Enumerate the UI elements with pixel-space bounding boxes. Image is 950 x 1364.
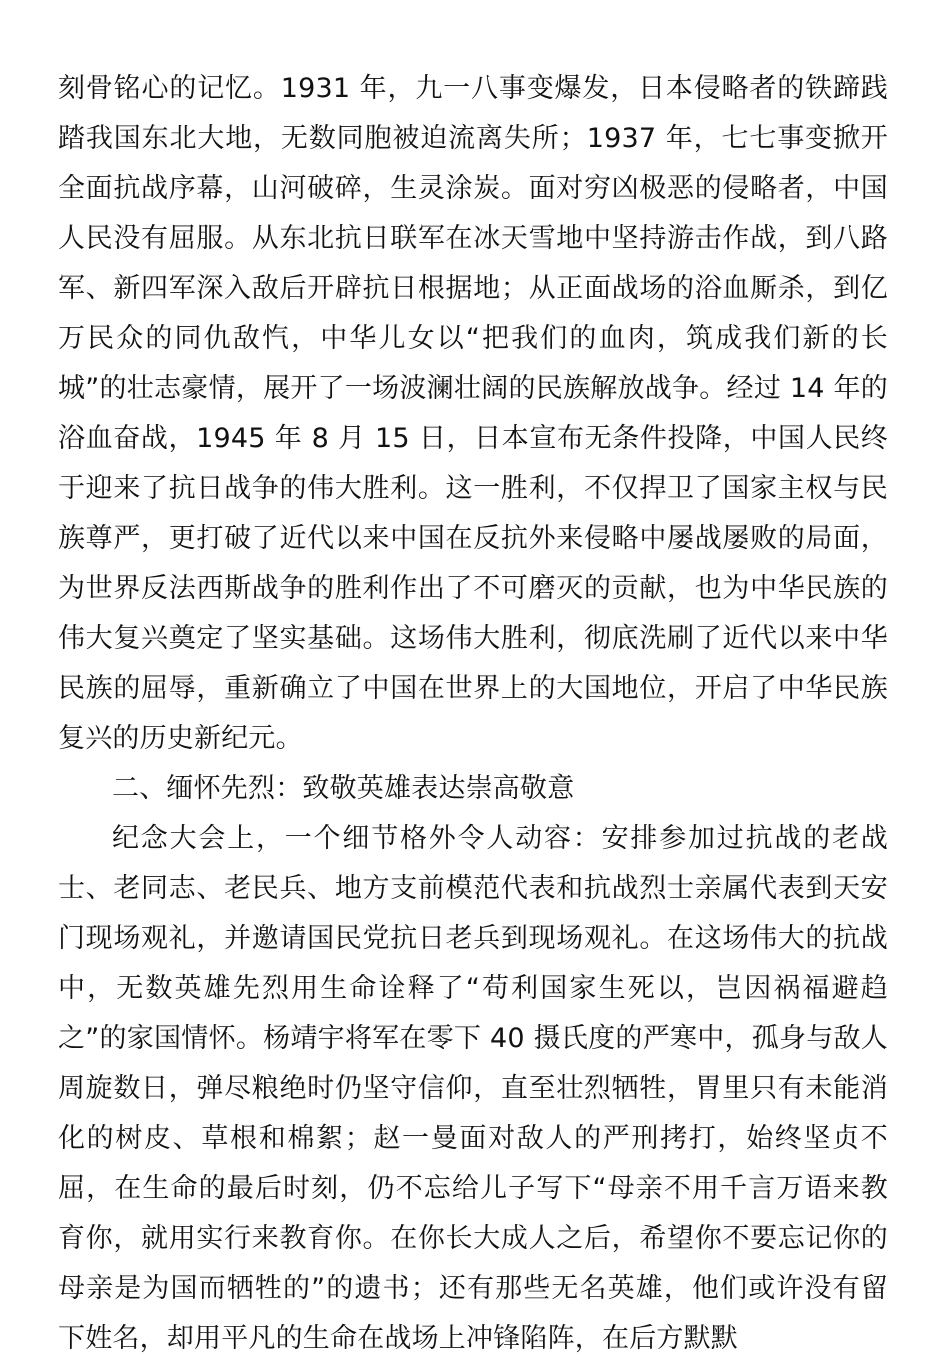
paragraph: 纪念大会上，一个细节格外令人动容：安排参加过抗战的老战士、老同志、老民兵、地方支前模范代表和抗战烈士亲属代表到天安门现场观礼，并邀请国民党抗日老兵到现场观礼。在这场伟大的抗战中，无数英雄先烈用生命诠释了“苟利国家生死以，岂因祸福避趋之”的家国情怀。杨靖宇将军在零下 40 摄氏度的严寒中，孤身与敌人周旋数日，弹尽粮绝时仍坚守信仰，直至壮烈牺牲，胃里只有未能消化的树皮、草根和棉絮；赵一曼面对敌人的严刑拷打，始终坚贞不屈，在生命的最后时刻，仍不忘给儿子写下“母亲不用千言万语来教育你，就用实行来教育你。在你长大成人之后，希望你不要忘记你的母亲是为国而牺牲的”的遗书；还有那些无名英雄，他们或许没有留下姓名，却用平凡的生命在战场上冲锋陷阵，在后方默默 — [58, 823, 888, 1354]
section-heading: 二、缅怀先烈：致敬英雄表达崇高敬意 — [112, 773, 575, 804]
paragraph-continued: 刻骨铭心的记忆。1931 年，九一八事变爆发，日本侵略者的铁蹄践踏我国东北大地，无数同胞被迫流离失所；1937 年，七七事变掀开全面抗战序幕，山河破碎，生灵涂炭。面对穷凶极恶的侵略者，中国人民没有屈服。从东北抗日联军在冰天雪地中坚持游击作战，到八路军、新四军深入敌后开辟抗日根据地；从正面战场的浴血厮杀，到亿万民众的同仇敌忾，中华儿女以“把我们的血肉，筑成我们新的长城”的壮志豪情，展开了一场波澜壮阔的民族解放战争。经过 14 年的浴血奋战，1945 年 8 月 15 日，日本宣布无条件投降，中国人民终于迎来了抗日战争的伟大胜利。这一胜利，不仅捍卫了国家主权与民族尊严，更打破了近代以来中国在反抗外来侵略中屡战屡败的局面，为世界反法西斯战争的胜利作出了不可磨灭的贡献，也为中华民族的伟大复兴奠定了坚实基础。这场伟大胜利，彻底洗刷了近代以来中华民族的屈辱，重新确立了中国在世界上的大国地位，开启了中华民族复兴的历史新纪元。 — [58, 73, 888, 754]
document-body — [58, 64, 888, 1364]
